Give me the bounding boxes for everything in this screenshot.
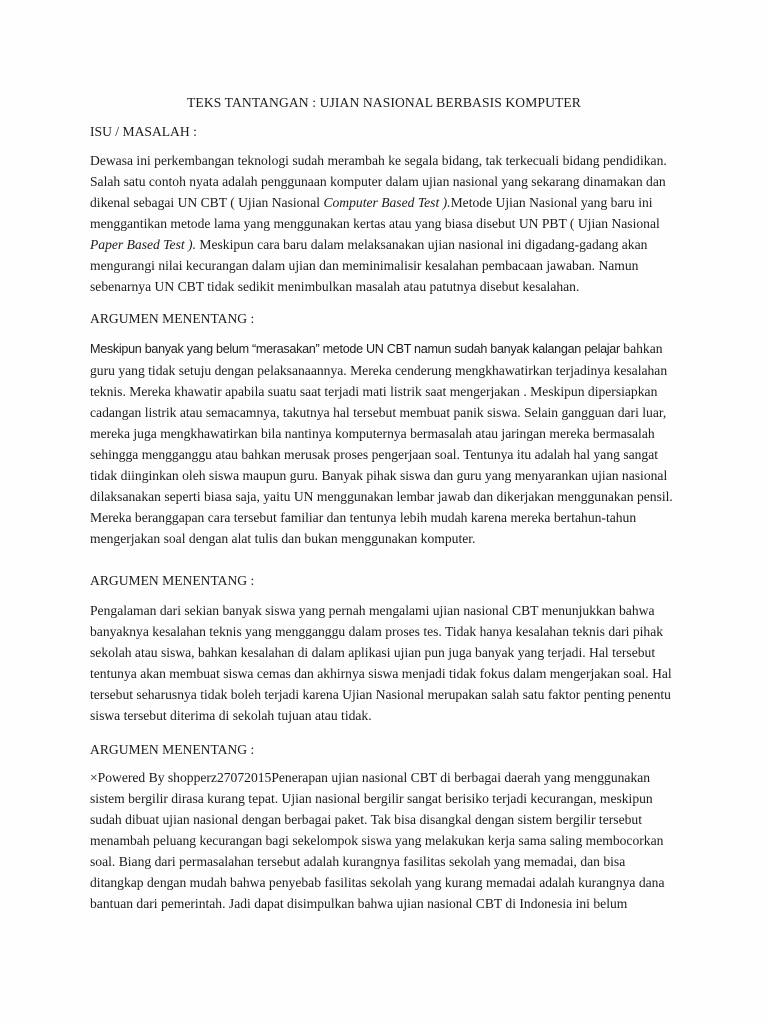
argument-1-lead: Meskipun banyak yang belum “merasakan” metode UN CBT namun sudah banyak kalangan pelajar	[90, 342, 620, 356]
argument-3-heading: ARGUMEN MENENTANG :	[90, 742, 255, 757]
issue-heading: ISU / MASALAH :	[90, 124, 197, 139]
argument-2-paragraph: Pengalaman dari sekian banyak siswa yang pernah mengalami ujian nasional CBT menunjukkan bahwa banyaknya kesalahan teknis yang mengganggu dalam proses tes. Tidak hanya kesalahan teknis dari pihak sekolah atau siswa, bahkan kesalahan di dalam aplikasi ujian pun juga banyak yang terjadi. Hal tersebut tentunya akan membuat siswa cemas dan akhirnya siswa menjadi tidak fokus dalam mengerjakan soal. Hal tersebut seharusnya tidak boleh terjadi karena Ujian Nasional merupakan salah satu faktor penting penentu siswa tersebut diterima di sekolah tujuan atau tidak.	[90, 603, 672, 723]
issue-text-3: Meskipun cara baru dalam melaksanakan ujian nasional ini digadang-gadang akan mengurangi nilai kecurangan dalam ujian dan meminimalisir kesalahan pembacaan jawaban. Namun sebenarnya UN CBT tidak sedikit menimbulkan masalah atau patutnya disebut kesalahan.	[90, 237, 648, 294]
issue-italic-2: Paper Based Test ).	[90, 237, 196, 252]
document-title: TEKS TANTANGAN : UJIAN NASIONAL BERBASIS KOMPUTER	[187, 95, 581, 110]
issue-text-1: Dewasa ini perkembangan teknologi sudah merambah ke segala bidang, tak terkecuali bidang pendidikan. Salah satu contoh nyata adalah penggunaan komputer dalam ujian nasional yang sekarang dinamakan dan dikenal sebagai UN CBT ( Ujian Nasional	[90, 153, 667, 210]
argument-2-heading: ARGUMEN MENENTANG :	[90, 573, 255, 588]
argument-3-paragraph: ×Powered By shopperz27072015Penerapan ujian nasional CBT di berbagai daerah yang menggunakan sistem bergilir dirasa kurang tepat. Ujian nasional bergilir sangat berisiko terjadi kecurangan, meskipun sudah dibuat ujian nasional dengan berbagai paket. Tak bisa disangkal dengan sistem bergilir tersebut menambah peluang kecurangan bagi sekelompok siswa yang melakukan kerja sama saling membocorkan soal. Biang dari permasalahan tersebut adalah kurangnya fasilitas sekolah yang memadai, dan bisa ditangkap dengan mudah bahwa penyebab fasilitas sekolah yang kurang memadai adalah kurangnya dana bantuan dari pemerintah. Jadi dapat disimpulkan bahwa ujian nasional CBT di Indonesia ini belum	[90, 770, 665, 911]
issue-text-2: Metode Ujian Nasional yang baru ini menggantikan metode lama yang menggunakan kertas atau yang biasa disebut UN PBT ( Ujian Nasional	[90, 195, 660, 231]
argument-1-heading: ARGUMEN MENENTANG :	[90, 311, 255, 326]
argument-1-paragraph	[90, 338, 680, 549]
issue-paragraph	[90, 150, 680, 297]
issue-italic-1: Computer Based Test ).	[323, 195, 451, 210]
argument-1-text: bahkan guru yang tidak setuju dengan pelaksanaannya. Mereka cenderung mengkhawatirkan terjadinya kesalahan teknis. Mereka khawatir apabila suatu saat terjadi mati listrik saat mengerjakan . Meskipun dipersiapkan cadangan listrik atau semacamnya, takutnya hal tersebut membuat panik siswa. Selain gangguan dari luar, mereka juga mengkhawatirkan bila nantinya komputernya bermasalah atau jaringan mereka bermasalah sehingga mengganggu atau bahkan merusak proses pengerjaan soal. Tentunya itu adalah hal yang sangat tidak diinginkan oleh siswa maupun guru. Banyak pihak siswa dan guru yang menyarankan ujian nasional dilaksanakan seperti biasa saja, yaitu UN menggunakan lembar jawab dan dikerjakan menggunakan pensil. Mereka beranggapan cara tersebut familiar dan tentunya lebih mudah karena mereka bertahun-tahun mengerjakan soal dengan alat tulis dan bukan menggunakan komputer.	[90, 341, 673, 546]
